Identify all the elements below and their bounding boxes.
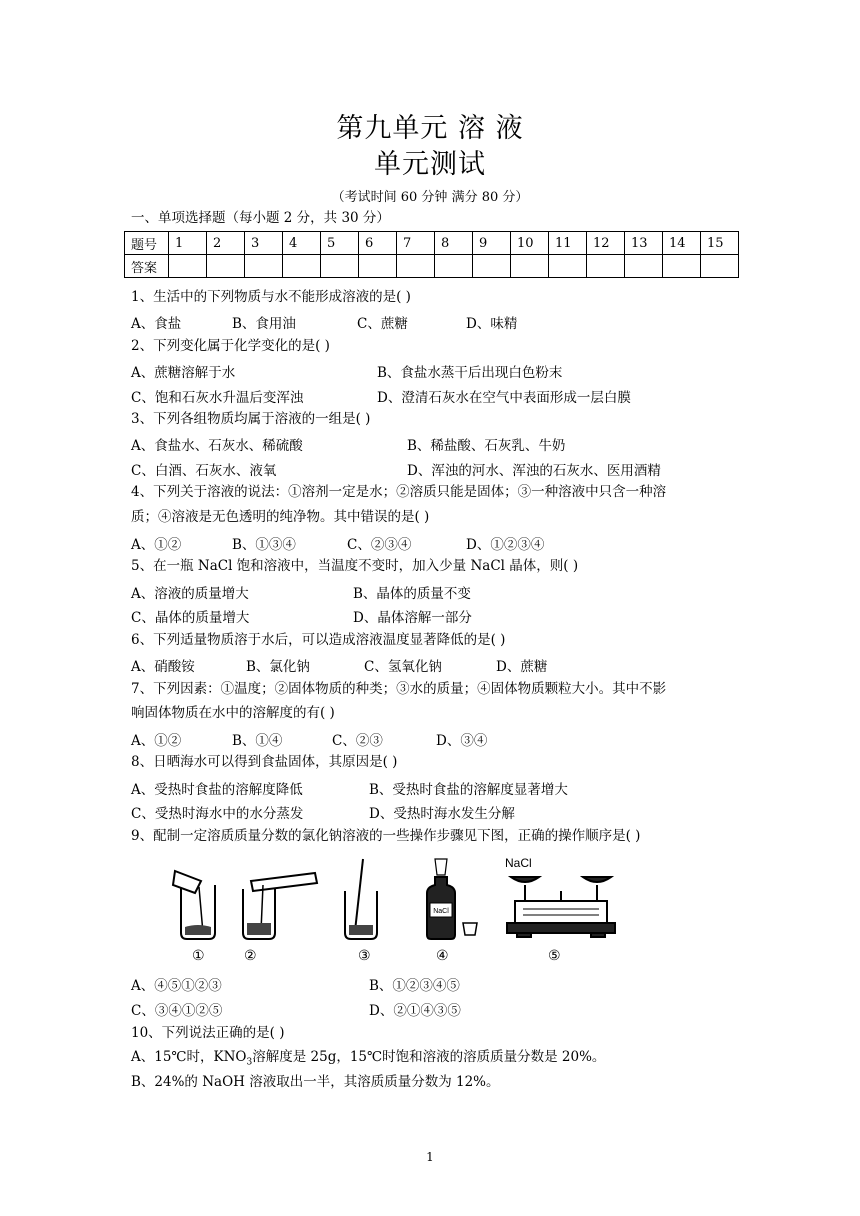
q6-option-b: B、氯化钠: [246, 659, 310, 675]
answer-table-number: 4: [283, 232, 321, 255]
document-title: 第九单元 溶 液: [336, 113, 524, 144]
procedure-figure: [165, 855, 645, 945]
q3-option-c: C、白酒、石灰水、液氧: [131, 463, 277, 479]
answer-table-number: 9: [473, 232, 511, 255]
q8-option-c: C、受热时海水中的水分蒸发: [131, 806, 304, 822]
q7-option-b: B、①④: [232, 733, 283, 749]
question-10: 10、下列说法正确的是( ): [131, 1025, 285, 1041]
answer-table-number: 6: [359, 232, 397, 255]
question-8: 8、日晒海水可以得到食盐固体，其原因是( ): [131, 754, 398, 770]
figure-label: ④: [436, 948, 449, 964]
answer-table-label: 题号: [125, 232, 169, 255]
answer-table: [124, 231, 739, 278]
answer-cell[interactable]: [283, 255, 321, 278]
answer-table-number: 12: [587, 232, 625, 255]
q3-option-d: D、浑浊的河水、浑浊的石灰水、医用酒精: [407, 463, 661, 479]
q2-option-a: A、蔗糖溶解于水: [131, 365, 236, 381]
answer-table-number: 7: [397, 232, 435, 255]
answer-table-number: 2: [207, 232, 245, 255]
answer-cell[interactable]: [587, 255, 625, 278]
answer-cell[interactable]: [435, 255, 473, 278]
q5-option-a: A、溶液的质量增大: [131, 586, 249, 602]
answer-cell[interactable]: [397, 255, 435, 278]
figure-label: ⑤: [548, 948, 561, 964]
scale-label: NaCl: [505, 856, 532, 870]
question-4-line-2: 质；④溶液是无色透明的纯净物。其中错误的是( ): [131, 509, 430, 525]
q3-option-b: B、稀盐酸、石灰乳、牛奶: [407, 438, 566, 454]
answer-table-number: 8: [435, 232, 473, 255]
q1-option-d: D、味精: [466, 316, 518, 332]
q6-option-a: A、硝酸铵: [131, 659, 195, 675]
answer-table-number: 5: [321, 232, 359, 255]
answer-table-number: 11: [549, 232, 587, 255]
q10-option-b: B、24%的 NaOH 溶液取出一半，其溶质质量分数为 12%。: [131, 1074, 500, 1090]
answer-cell[interactable]: [169, 255, 207, 278]
q10-option-a-text: A、15℃时，KNO: [131, 1049, 247, 1065]
answer-cell[interactable]: [701, 255, 739, 278]
q9-option-d: D、②①④③⑤: [369, 1003, 461, 1019]
question-6: 6、下列适量物质溶于水后，可以造成溶液温度显著降低的是( ): [131, 632, 506, 648]
q6-option-c: C、氢氧化钠: [364, 659, 442, 675]
balance-scale-icon: [505, 856, 615, 937]
answer-cell[interactable]: [321, 255, 359, 278]
q8-option-a: A、受热时食盐的溶解度降低: [131, 782, 303, 798]
figure-label: ③: [358, 948, 371, 964]
q2-option-b: B、食盐水蒸干后出现白色粉末: [377, 365, 563, 381]
q1-option-b: B、食用油: [232, 316, 296, 332]
q9-option-c: C、③④①②⑤: [131, 1003, 223, 1019]
figure-label: ①: [192, 948, 205, 964]
answer-table-number: 14: [663, 232, 701, 255]
answer-cell[interactable]: [549, 255, 587, 278]
question-3: 3、下列各组物质均属于溶液的一组是( ): [131, 411, 371, 427]
question-7-line-2: 响固体物质在水中的溶解度的有( ): [131, 705, 335, 721]
q8-option-b: B、受热时食盐的溶解度显著增大: [369, 782, 568, 798]
answer-table-number: 15: [701, 232, 739, 255]
q7-option-d: D、③④: [436, 733, 488, 749]
q10-option-a-rest: 溶解度是 25g，15℃时饱和溶液的溶质质量分数是 20%。: [252, 1049, 606, 1065]
answer-table-label: 答案: [125, 255, 169, 278]
exam-info: （考试时间 60 分钟 满分 80 分）: [331, 190, 529, 205]
question-2: 2、下列变化属于化学变化的是( ): [131, 338, 330, 354]
figure-label: ②: [244, 948, 257, 964]
question-5: 5、在一瓶 NaCl 饱和溶液中，当温度不变时，加入少量 NaCl 晶体，则( ): [131, 558, 579, 574]
q2-option-c: C、饱和石灰水升温后变浑浊: [131, 390, 304, 406]
answer-cell[interactable]: [511, 255, 549, 278]
stir-rod-icon: [345, 859, 377, 939]
q4-option-d: D、①②③④: [466, 537, 545, 553]
q1-option-a: A、食盐: [131, 316, 182, 332]
page-number: 1: [426, 1150, 434, 1164]
question-1: 1、生活中的下列物质与水不能形成溶液的是( ): [131, 289, 411, 305]
cylinder-pour-icon: [243, 873, 317, 939]
document-subtitle: 单元测试: [374, 149, 486, 180]
q1-option-c: C、蔗糖: [357, 316, 408, 332]
q5-option-c: C、晶体的质量增大: [131, 610, 250, 626]
q5-option-d: D、晶体溶解一部分: [353, 610, 472, 626]
bottle-label: NaCl: [433, 908, 449, 915]
answer-table-header-row: [125, 232, 739, 255]
question-9: 9、配制一定溶质质量分数的氯化钠溶液的一些操作步骤见下图，正确的操作顺序是( ): [131, 828, 641, 844]
subscript: 3: [246, 1057, 253, 1068]
answer-cell[interactable]: [359, 255, 397, 278]
q9-option-b: B、①②③④⑤: [369, 978, 460, 994]
section-heading: 一、单项选择题（每小题 2 分，共 30 分）: [131, 210, 390, 226]
q7-option-c: C、②③: [332, 733, 383, 749]
answer-table-answer-row: [125, 255, 739, 278]
q4-option-b: B、①③④: [232, 537, 296, 553]
reagent-bottle-icon: [427, 859, 477, 939]
q4-option-c: C、②③④: [347, 537, 412, 553]
q8-option-d: D、受热时海水发生分解: [369, 806, 515, 822]
answer-table-number: 13: [625, 232, 663, 255]
question-4-line-1: 4、下列关于溶液的说法：①溶剂一定是水；②溶质只能是固体；③一种溶液中只含一种溶: [131, 484, 667, 500]
q2-option-d: D、澄清石灰水在空气中表面形成一层白膜: [377, 390, 631, 406]
q5-option-b: B、晶体的质量不变: [353, 586, 471, 602]
q7-option-a: A、①②: [131, 733, 182, 749]
q6-option-d: D、蔗糖: [496, 659, 548, 675]
q9-option-a: A、④⑤①②③: [131, 978, 222, 994]
q4-option-a: A、①②: [131, 537, 182, 553]
answer-cell[interactable]: [663, 255, 701, 278]
answer-table-number: 3: [245, 232, 283, 255]
answer-cell[interactable]: [625, 255, 663, 278]
answer-table-number: 1: [169, 232, 207, 255]
question-7-line-1: 7、下列因素：①温度；②固体物质的种类；③水的质量；④固体物质颗粒大小。其中不影: [131, 681, 667, 697]
answer-cell[interactable]: [245, 255, 283, 278]
q10-option-a: [131, 1048, 605, 1072]
answer-cell[interactable]: [207, 255, 245, 278]
q3-option-a: A、食盐水、石灰水、稀硫酸: [131, 438, 303, 454]
beaker-pour-icon: [173, 871, 215, 939]
answer-cell[interactable]: [473, 255, 511, 278]
answer-table-number: 10: [511, 232, 549, 255]
